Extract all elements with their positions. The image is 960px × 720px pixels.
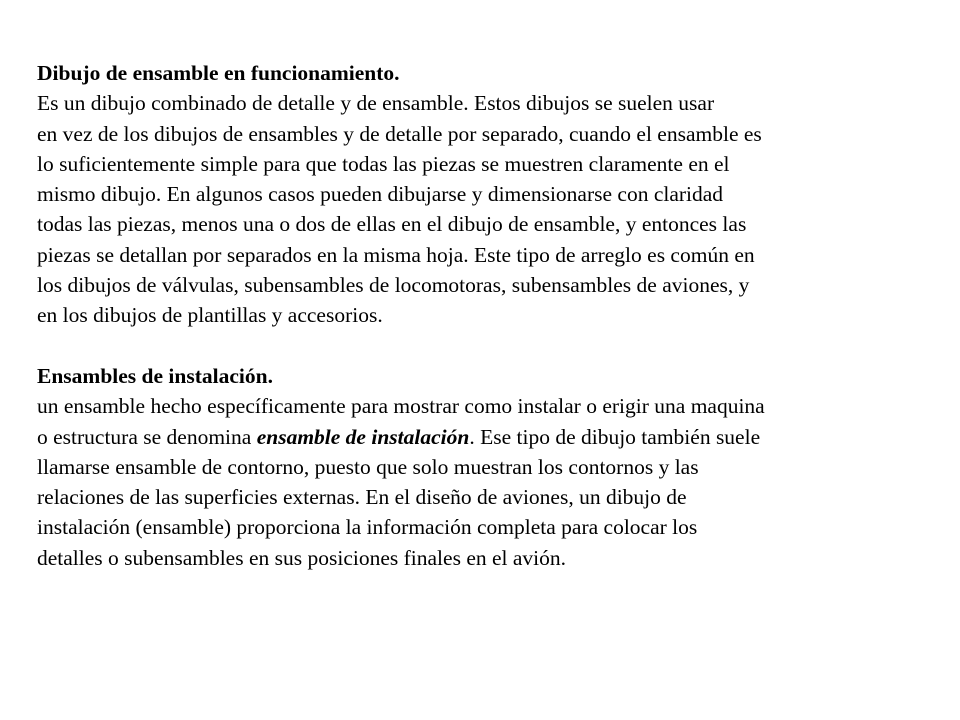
section-heading: Ensambles de instalación.	[37, 363, 273, 388]
paragraph-line: mismo dibujo. En algunos casos pueden dibujarse y dimensionarse con claridad	[37, 182, 724, 207]
section-heading: Dibujo de ensamble en funcionamiento.	[37, 61, 400, 85]
paragraph-line: lo suficientemente simple para que todas las piezas se muestren claramente en el	[37, 151, 730, 176]
slide-body	[37, 58, 942, 573]
section-installation-assemblies	[37, 361, 942, 573]
paragraph-line: en los dibujos de plantillas y accesorios.	[37, 303, 383, 328]
paragraph-line: en vez de los dibujos de ensambles y de detalle por separado, cuando el ensamble es	[37, 121, 762, 146]
paragraph-line: llamarse ensamble de contorno, puesto que solo muestran los contornos y las	[37, 454, 699, 479]
text-run: . Ese tipo de dibujo también suele	[469, 424, 761, 449]
paragraph-line: Es un dibujo combinado de detalle y de ensamble. Estos dibujos se suelen usar	[37, 91, 715, 116]
paragraph-line: un ensamble hecho específicamente para mostrar como instalar o erigir una maquina	[37, 394, 765, 419]
paragraph-line: los dibujos de válvulas, subensambles de locomotoras, subensambles de aviones, y	[37, 273, 750, 298]
text-run: o estructura se denomina	[37, 424, 257, 449]
paragraph-line: instalación (ensamble) proporciona la información completa para colocar los	[37, 515, 698, 540]
paragraph-line: detalles o subensambles en sus posiciones finales en el avión.	[37, 545, 567, 570]
paragraph-line-with-emphasis	[37, 422, 942, 452]
paragraph-line: todas las piezas, menos una o dos de ellas en el dibujo de ensamble, y entonces las	[37, 212, 747, 237]
paragraph-line: piezas se detallan por separados en la misma hoja. Este tipo de arreglo es común en	[37, 242, 755, 267]
emphasized-term: ensamble de instalación	[256, 424, 470, 449]
section-working-assembly	[37, 58, 942, 331]
paragraph-line: relaciones de las superficies externas. En el diseño de aviones, un dibujo de	[37, 485, 687, 510]
